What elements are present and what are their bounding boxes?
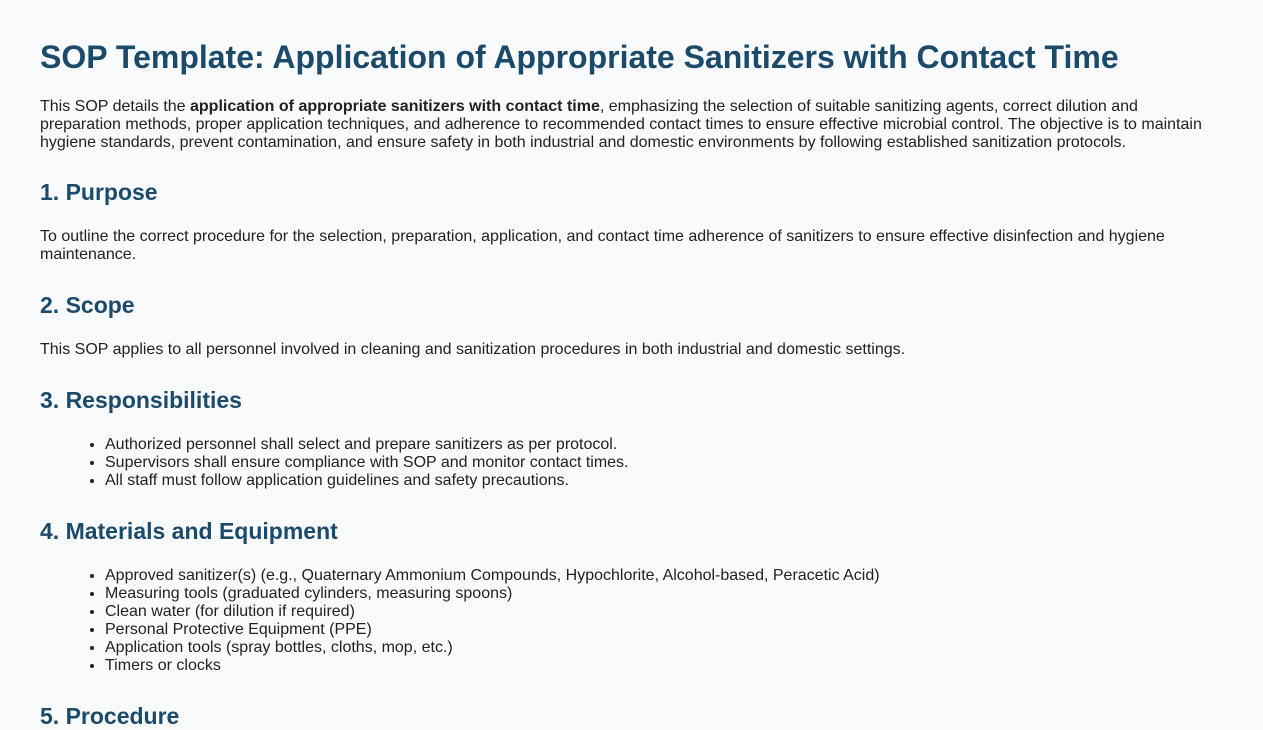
page-title: SOP Template: Application of Appropriate Sanitizers with Contact Time [40, 39, 1119, 75]
intro-text-start: This SOP details the [40, 98, 190, 115]
list-item: • All staff must follow application guidelines and safety precautions. [105, 472, 1223, 490]
purpose-text: To outline the correct procedure for the selection, preparation, application, and contact time adherence of sanitizers to ensure effective disinfection and hygiene maintenance. [40, 228, 1165, 263]
list-item: • Supervisors shall ensure compliance with SOP and monitor contact times. [105, 454, 1223, 472]
list-item: • Timers or clocks [105, 657, 1223, 675]
materials-list [40, 567, 1223, 675]
responsibilities-list [40, 436, 1223, 490]
scope-text: This SOP applies to all personnel involved in cleaning and sanitization procedures in both industrial and domestic settings. [40, 341, 906, 358]
section-heading-responsibilities: 3. Responsibilities [40, 387, 242, 413]
section-heading-purpose: 1. Purpose [40, 179, 158, 205]
list-item: • Measuring tools (graduated cylinders, measuring spoons) [105, 585, 1223, 603]
intro-bold-phrase: application of appropriate sanitizers with contact time [190, 98, 600, 115]
list-item: • Clean water (for dilution if required) [105, 603, 1223, 621]
list-item: • Authorized personnel shall select and prepare sanitizers as per protocol. [105, 436, 1223, 454]
section-heading-scope: 2. Scope [40, 292, 135, 318]
list-item: • Application tools (spray bottles, cloths, mop, etc.) [105, 639, 1223, 657]
section-heading-procedure: 5. Procedure [40, 703, 180, 729]
intro-paragraph [40, 98, 1223, 152]
intro-text-end: , emphasizing the selection of suitable sanitizing agents, correct dilution and preparation methods, proper application techniques, and adherence to recommended contact times to ensure effective microbial control. The objective is to maintain hygiene standards, prevent contamination, and ensure safety in both industrial and domestic environments by following established sanitization protocols. [40, 98, 1202, 151]
list-item: • Personal Protective Equipment (PPE) [105, 621, 1223, 639]
list-item: • Approved sanitizer(s) (e.g., Quaternary Ammonium Compounds, Hypochlorite, Alcohol-based, Peracetic Acid) [105, 567, 1223, 585]
section-heading-materials: 4. Materials and Equipment [40, 518, 338, 544]
